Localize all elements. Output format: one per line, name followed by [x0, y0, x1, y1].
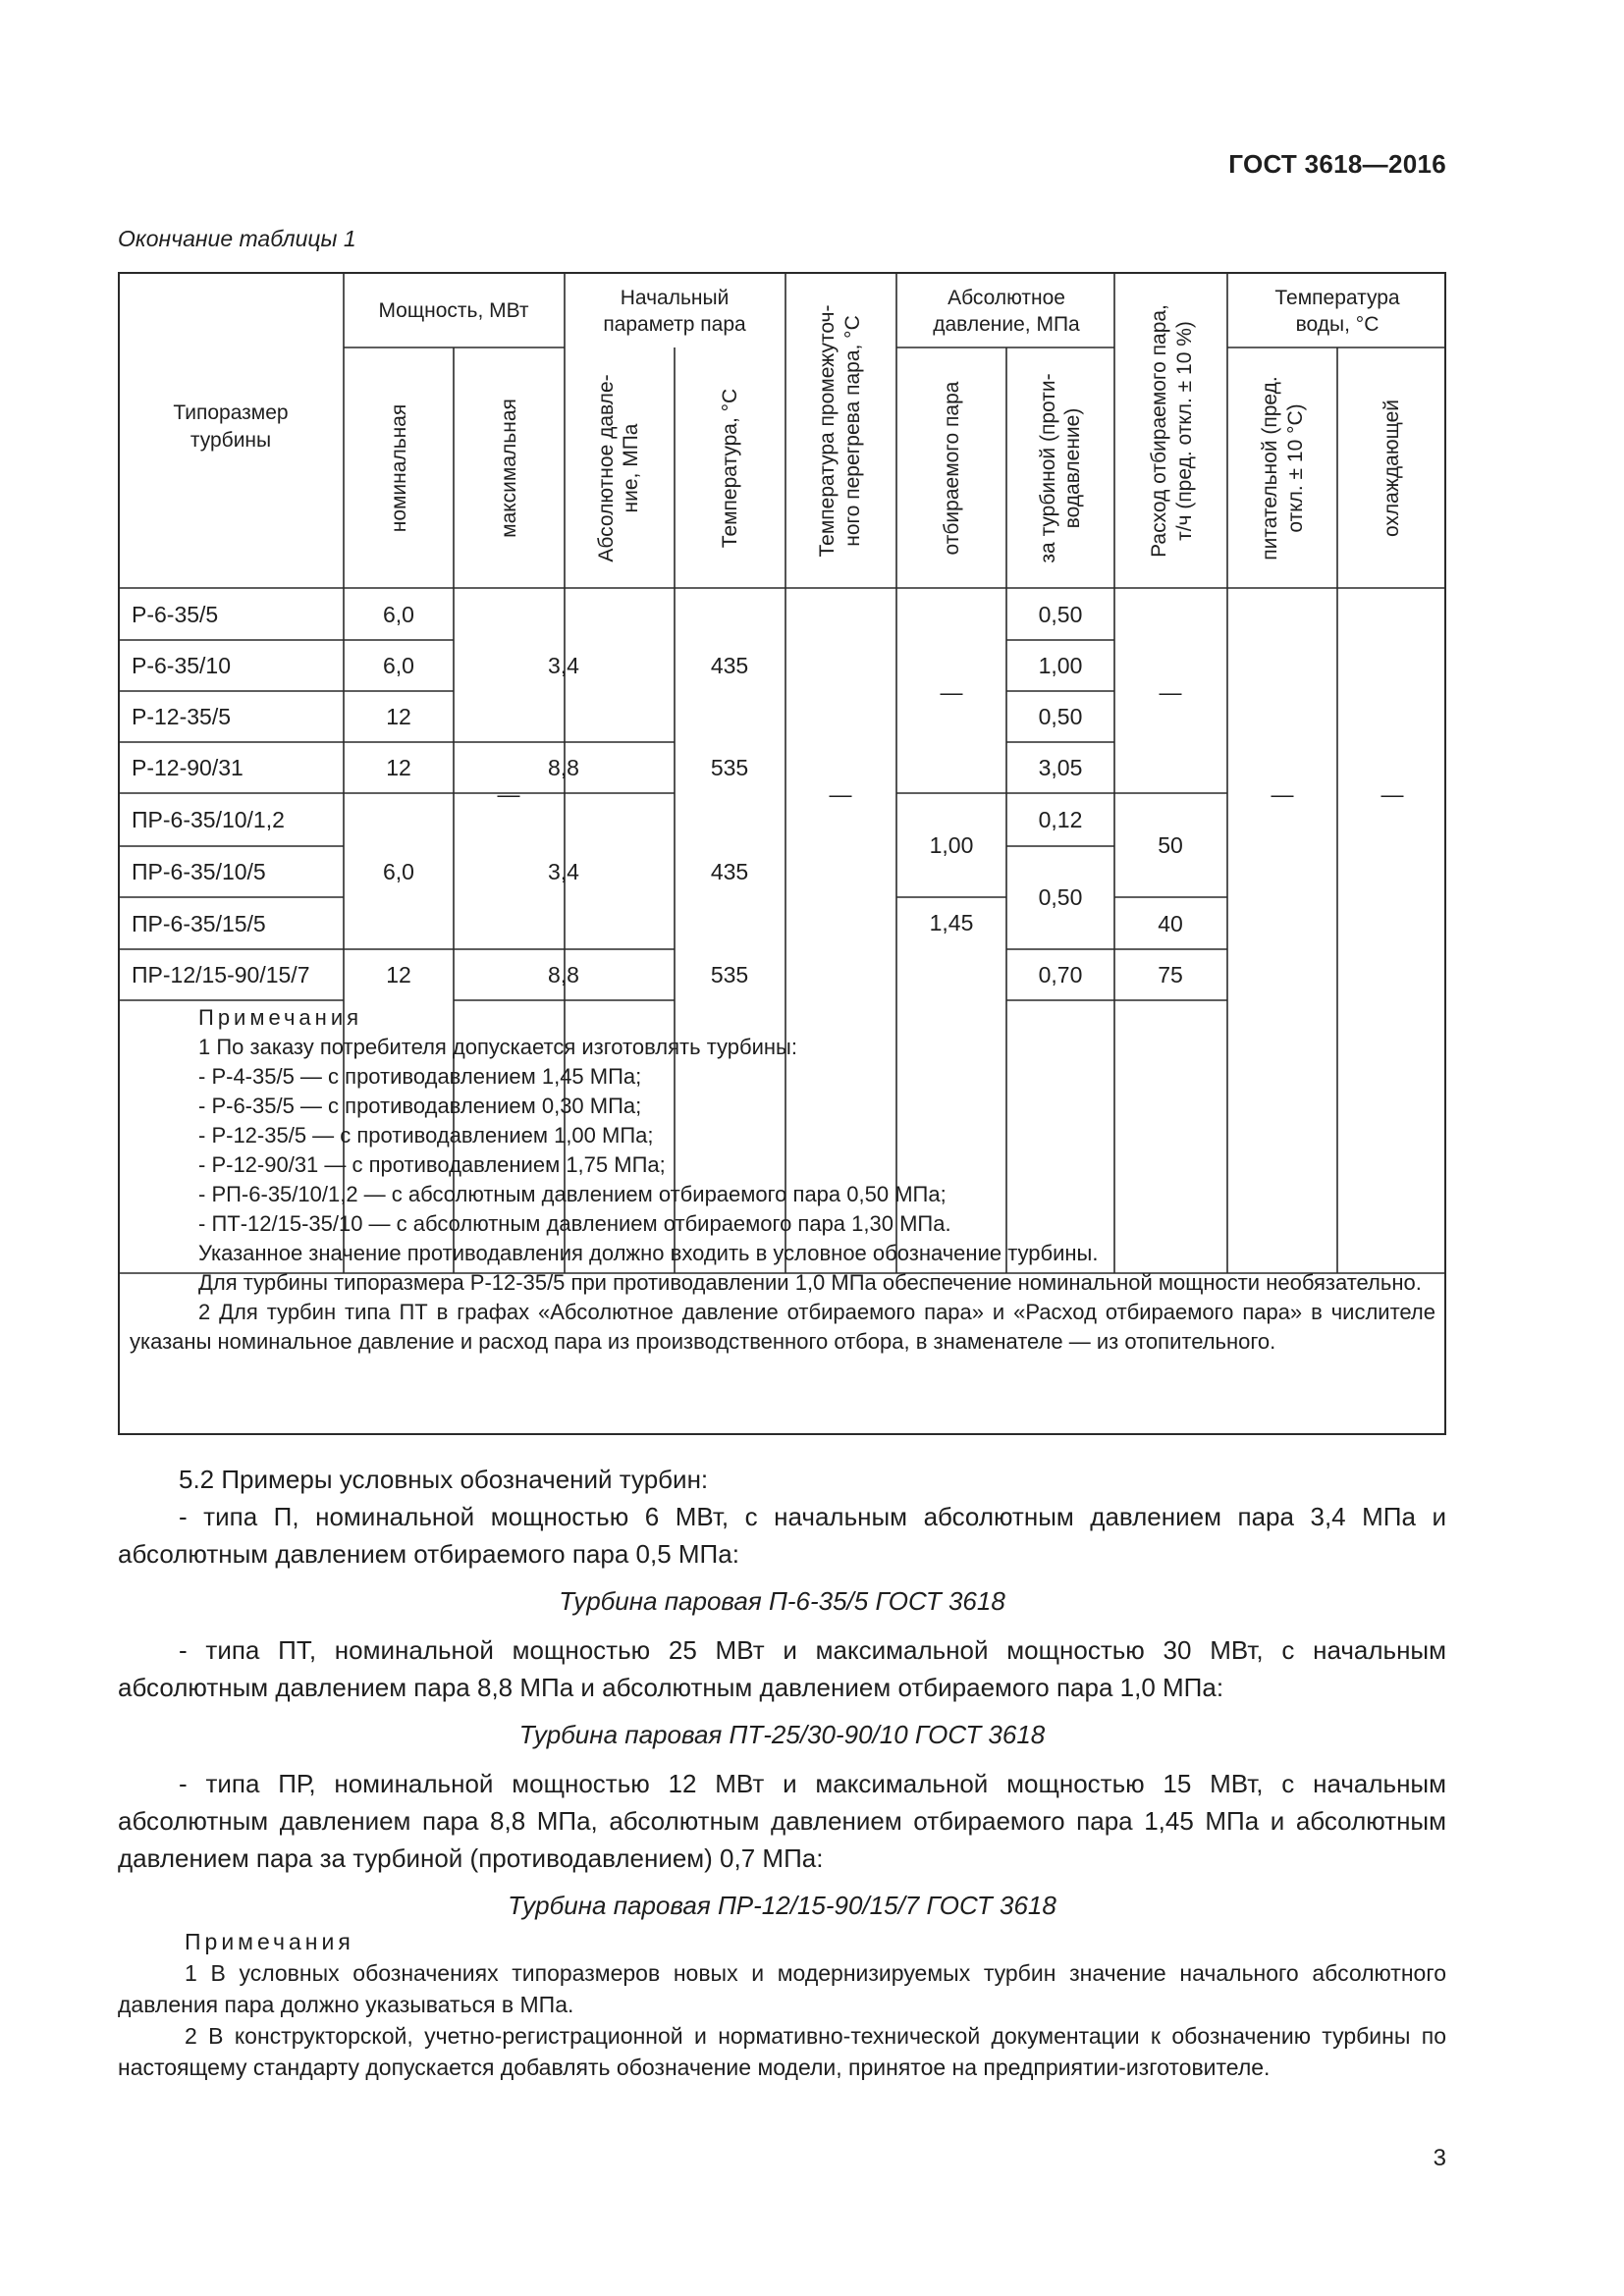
example-designation: Турбина паровая ПТ-25/30-90/10 ГОСТ 3618: [518, 1720, 1046, 1749]
table-notes-title: Примечания: [198, 1005, 363, 1030]
cell-power-nom: 6,0: [383, 602, 414, 627]
header-power-nom: номинальная: [388, 403, 410, 533]
table-note-line: - Р-4-35/5 — с противодавлением 1,45 МПа;: [198, 1064, 642, 1089]
row-label: Р-6-35/10: [132, 653, 232, 678]
header-power-max: максимальная: [498, 399, 520, 538]
header-extr-pressure: отбираемого пара: [941, 381, 963, 556]
cell-back-pressure: 0,50: [1038, 884, 1083, 910]
example-text: - типа П, номинальной мощностью 6 МВт, с начальным абсолютным давлением пара 3,4 МПа и абсолютным давлением отбираемого пара 0,5 МПа:: [118, 1502, 1446, 1569]
header-abs-pressure-2: давление, МПа: [933, 313, 1080, 336]
header-init-steam-2: параметр пара: [603, 313, 746, 336]
header-cooling-water: охлаждающей: [1380, 399, 1403, 538]
cell-power-nom: 12: [386, 962, 411, 988]
table-note-line: - Р-12-35/5 — с противодавлением 1,00 МПа;: [198, 1123, 654, 1148]
turbine-table: [118, 272, 1446, 1435]
table-note-line: - Р-6-35/5 — с противодавлением 0,30 МПа;: [198, 1094, 642, 1118]
cell-init-pressure: 3,4: [548, 859, 579, 884]
row-label: Р-12-35/5: [132, 704, 232, 729]
header-init-pressure-2: ние, МПа: [620, 423, 642, 513]
cell-flow: 75: [1158, 962, 1183, 988]
table-notes: [130, 1003, 1435, 1357]
header-abs-pressure-1: Абсолютное: [947, 287, 1065, 309]
table-note-line: - ПТ-12/15-35/10 — с абсолютным давлением отбираемого пара 1,30 МПа.: [198, 1211, 951, 1236]
header-init-temp: Температура, °С: [719, 388, 741, 549]
header-back-pressure-1: за турбиной (проти-: [1037, 373, 1059, 563]
cell-back-pressure: 1,00: [1038, 653, 1083, 678]
document-header: ГОСТ 3618—2016: [1228, 149, 1446, 179]
row-label: Р-6-35/5: [132, 602, 219, 627]
note-paragraph: 2 В конструкторской, учетно-регистрационной и нормативно-технической документации к обозначению турбины по настоящему стандарту допускается добавлять обозначение модели, принятое на предприятии-изготовителе.: [118, 2023, 1446, 2080]
row-label: ПР-6-35/15/5: [132, 911, 266, 936]
cell-init-temp: 535: [710, 755, 749, 780]
cell-dash: —: [940, 679, 963, 705]
example-designation: Турбина паровая ПР-12/15-90/15/7 ГОСТ 3618: [508, 1891, 1056, 1920]
cell-dash: —: [829, 781, 852, 807]
cell-dash: —: [1380, 781, 1404, 807]
cell-flow: 50: [1158, 832, 1183, 858]
table-note-line: 1 По заказу потребителя допускается изготовлять турбины:: [198, 1035, 797, 1059]
cell-power-nom: 12: [386, 755, 411, 780]
cell-dash: —: [497, 781, 520, 807]
cell-back-pressure: 0,50: [1038, 602, 1083, 627]
cell-dash: —: [1271, 781, 1294, 807]
notes-title: Примечания: [185, 1929, 354, 1954]
section-notes: [118, 1926, 1446, 2083]
table-note-para: Для турбины типоразмера Р-12-35/5 при противодавлении 1,0 МПа обеспечение номинальной мощности необязательно.: [198, 1270, 1422, 1295]
header-init-pressure-1: Абсолютное давле-: [595, 374, 618, 562]
cell-extr-pressure: 1,45: [929, 910, 974, 935]
row-label: ПР-6-35/10/5: [132, 859, 266, 884]
header-size-2: турбины: [189, 429, 272, 452]
table-note-line: - РП-6-35/10/1,2 — с абсолютным давлением отбираемого пара 0,50 МПа;: [198, 1182, 947, 1206]
example-text: - типа ПР, номинальной мощностью 12 МВт и максимальной мощностью 15 МВт, с начальным абсолютным давлением пара 8,8 МПа, абсолютным давлением отбираемого пара 1,45 МПа и абсолютным давлением пара за турбиной (противодавлением) 0,7 МПа:: [118, 1769, 1446, 1873]
cell-back-pressure: 3,05: [1038, 755, 1083, 780]
cell-init-temp: 435: [710, 859, 749, 884]
cell-init-temp: 435: [710, 653, 749, 678]
header-init-steam-1: Начальный: [620, 287, 730, 309]
header-flow-2: т/ч (пред. откл. ± 10 %): [1173, 321, 1196, 541]
header-size-1: Типоразмер: [173, 401, 289, 424]
header-feed-water-1: питательной (пред.: [1259, 376, 1281, 561]
cell-init-temp: 535: [710, 962, 749, 988]
example-text: - типа ПТ, номинальной мощностью 25 МВт и максимальной мощностью 30 МВт, с начальным абсолютным давлением пара 8,8 МПа и абсолютным давлением отбираемого пара 1,0 МПа:: [118, 1635, 1446, 1702]
cell-init-pressure: 8,8: [548, 755, 579, 780]
cell-power-nom: 12: [386, 704, 411, 729]
header-water-temp-2: воды, °С: [1295, 313, 1380, 336]
cell-back-pressure: 0,70: [1038, 962, 1083, 988]
cell-init-pressure: 8,8: [548, 962, 579, 988]
header-flow-1: Расход отбираемого пара,: [1148, 304, 1170, 558]
row-label: ПР-6-35/10/1,2: [132, 807, 285, 832]
cell-init-pressure: 3,4: [548, 653, 579, 678]
header-reheat-temp-2: ного перегрева пара, °С: [841, 315, 864, 547]
table-caption: Окончание таблицы 1: [118, 226, 356, 251]
note-paragraph: 1 В условных обозначениях типоразмеров новых и модернизируемых турбин значение начального абсолютного давления пара должно указываться в МПа.: [118, 1960, 1446, 2017]
header-reheat-temp-1: Температура промежуточ-: [816, 304, 839, 558]
cell-extr-pressure: 1,00: [929, 832, 974, 858]
table-note-line: Указанное значение противодавления должно входить в условное обозначение турбины.: [198, 1241, 1099, 1265]
table-note-line: - Р-12-90/31 — с противодавлением 1,75 МПа;: [198, 1152, 666, 1177]
header-feed-water-2: откл. ± 10 °С): [1284, 403, 1307, 533]
table-note-para: 2 Для турбин типа ПТ в графах «Абсолютное давление отбираемого пара» и «Расход отбираемого пара» в числителе указаны номинальное давление и расход пара из производственного отбора, в знаменателе — из отопительного.: [130, 1300, 1435, 1354]
example-designation: Турбина паровая П-6-35/5 ГОСТ 3618: [559, 1586, 1005, 1616]
row-label: ПР-12/15-90/15/7: [132, 962, 310, 988]
cell-power-nom: 6,0: [383, 859, 414, 884]
header-power: Мощность, МВт: [378, 299, 529, 322]
cell-back-pressure: 0,50: [1038, 704, 1083, 729]
cell-flow: 40: [1158, 911, 1183, 936]
cell-power-nom: 6,0: [383, 653, 414, 678]
header-back-pressure-2: водавление): [1061, 407, 1084, 529]
row-label: Р-12-90/31: [132, 755, 244, 780]
cell-dash: —: [1159, 679, 1182, 705]
header-water-temp-1: Температура: [1274, 287, 1400, 309]
page-number: 3: [1433, 2145, 1446, 2171]
section-5-2: [118, 1461, 1446, 1924]
section-title: 5.2 Примеры условных обозначений турбин:: [179, 1465, 709, 1494]
cell-back-pressure: 0,12: [1038, 807, 1083, 832]
